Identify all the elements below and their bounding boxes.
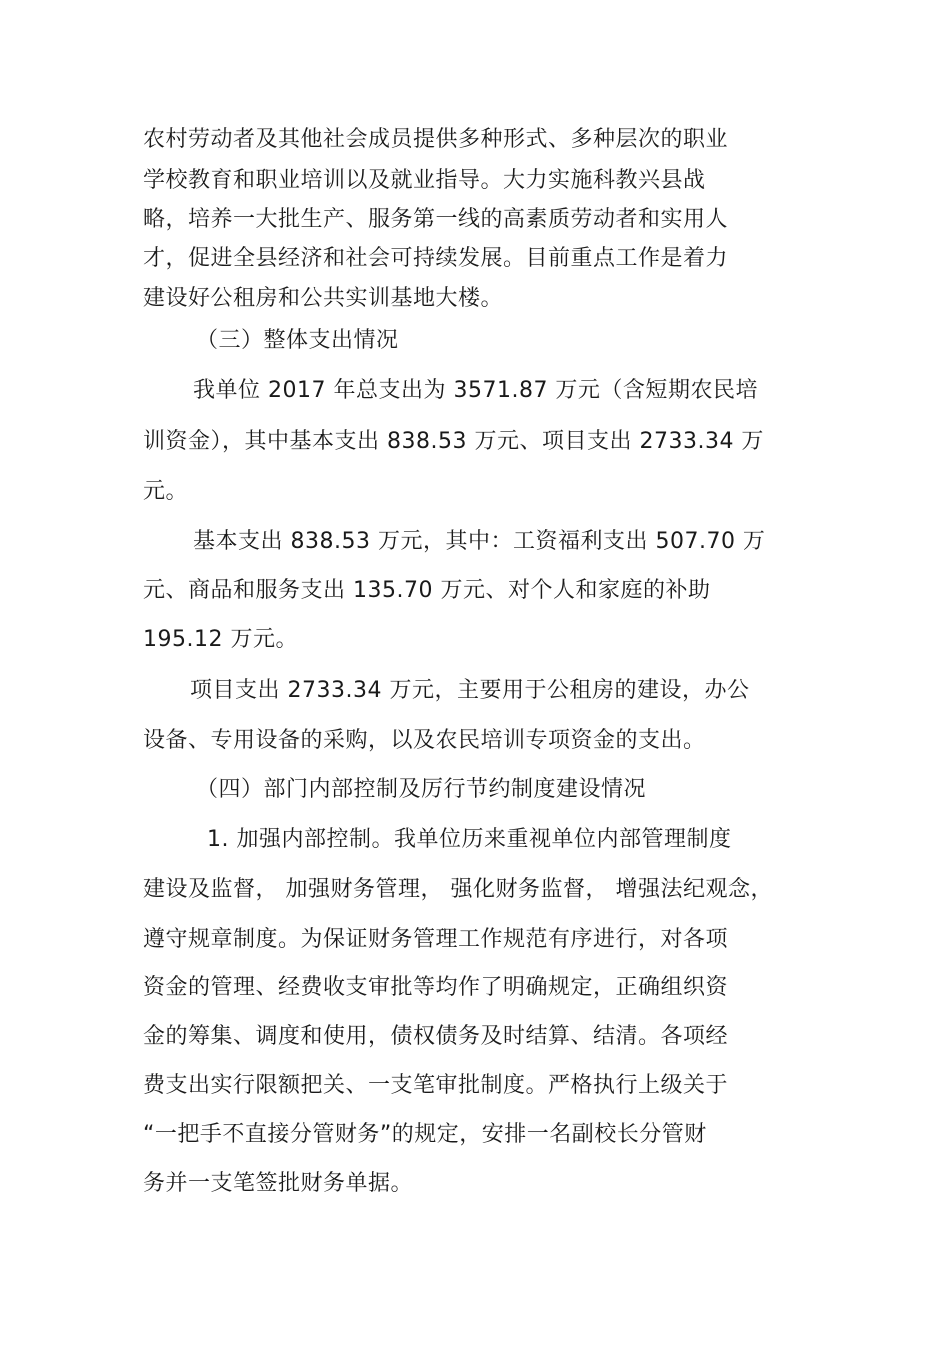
section-heading-3: （三）整体支出情况 xyxy=(196,328,399,353)
text-line: 务并一支笔签批财务单据。 xyxy=(143,1171,414,1196)
text-line: 费支出实行限额把关、一支笔审批制度。严格执行上级关于 xyxy=(143,1073,729,1098)
text-line: 元。 xyxy=(143,479,189,504)
text-line: 1. 加强内部控制。我单位历来重视单位内部管理制度 xyxy=(207,827,732,852)
text-line: “一把手不直接分管财务”的规定，安排一名副校长分管财 xyxy=(143,1122,707,1147)
text-line: 学校教育和职业培训以及就业指导。大力实施科教兴县战 xyxy=(143,168,706,193)
text-line: 略，培养一大批生产、服务第一线的高素质劳动者和实用人 xyxy=(143,207,729,232)
text-line: 195.12 万元。 xyxy=(143,627,298,652)
section-heading-4: （四）部门内部控制及厉行节约制度建设情况 xyxy=(196,777,647,802)
text-line: 才，促进全县经济和社会可持续发展。目前重点工作是着力 xyxy=(143,246,729,271)
text-line: 元、商品和服务支出 135.70 万元、对个人和家庭的补助 xyxy=(143,578,711,603)
text-line: 训资金），其中基本支出 838.53 万元、项目支出 2733.34 万 xyxy=(143,429,764,454)
text-line: 建设好公租房和公共实训基地大楼。 xyxy=(143,286,504,311)
text-line: 项目支出 2733.34 万元，主要用于公租房的建设，办公 xyxy=(190,678,750,703)
text-line: 资金的管理、经费收支审批等均作了明确规定，正确组织资 xyxy=(143,975,729,1000)
text-line: 建设及监督， 加强财务管理， 强化财务监督， 增强法纪观念， xyxy=(143,877,773,902)
text-line: 金的筹集、调度和使用，债权债务及时结算、结清。各项经 xyxy=(143,1024,729,1049)
text-line: 基本支出 838.53 万元，其中：工资福利支出 507.70 万 xyxy=(193,529,766,554)
text-line: 遵守规章制度。为保证财务管理工作规范有序进行，对各项 xyxy=(143,927,729,952)
text-line: 我单位 2017 年总支出为 3571.87 万元（含短期农民培 xyxy=(193,378,758,403)
text-line: 农村劳动者及其他社会成员提供多种形式、多种层次的职业 xyxy=(143,127,729,152)
text-line: 设备、专用设备的采购，以及农民培训专项资金的支出。 xyxy=(143,728,706,753)
